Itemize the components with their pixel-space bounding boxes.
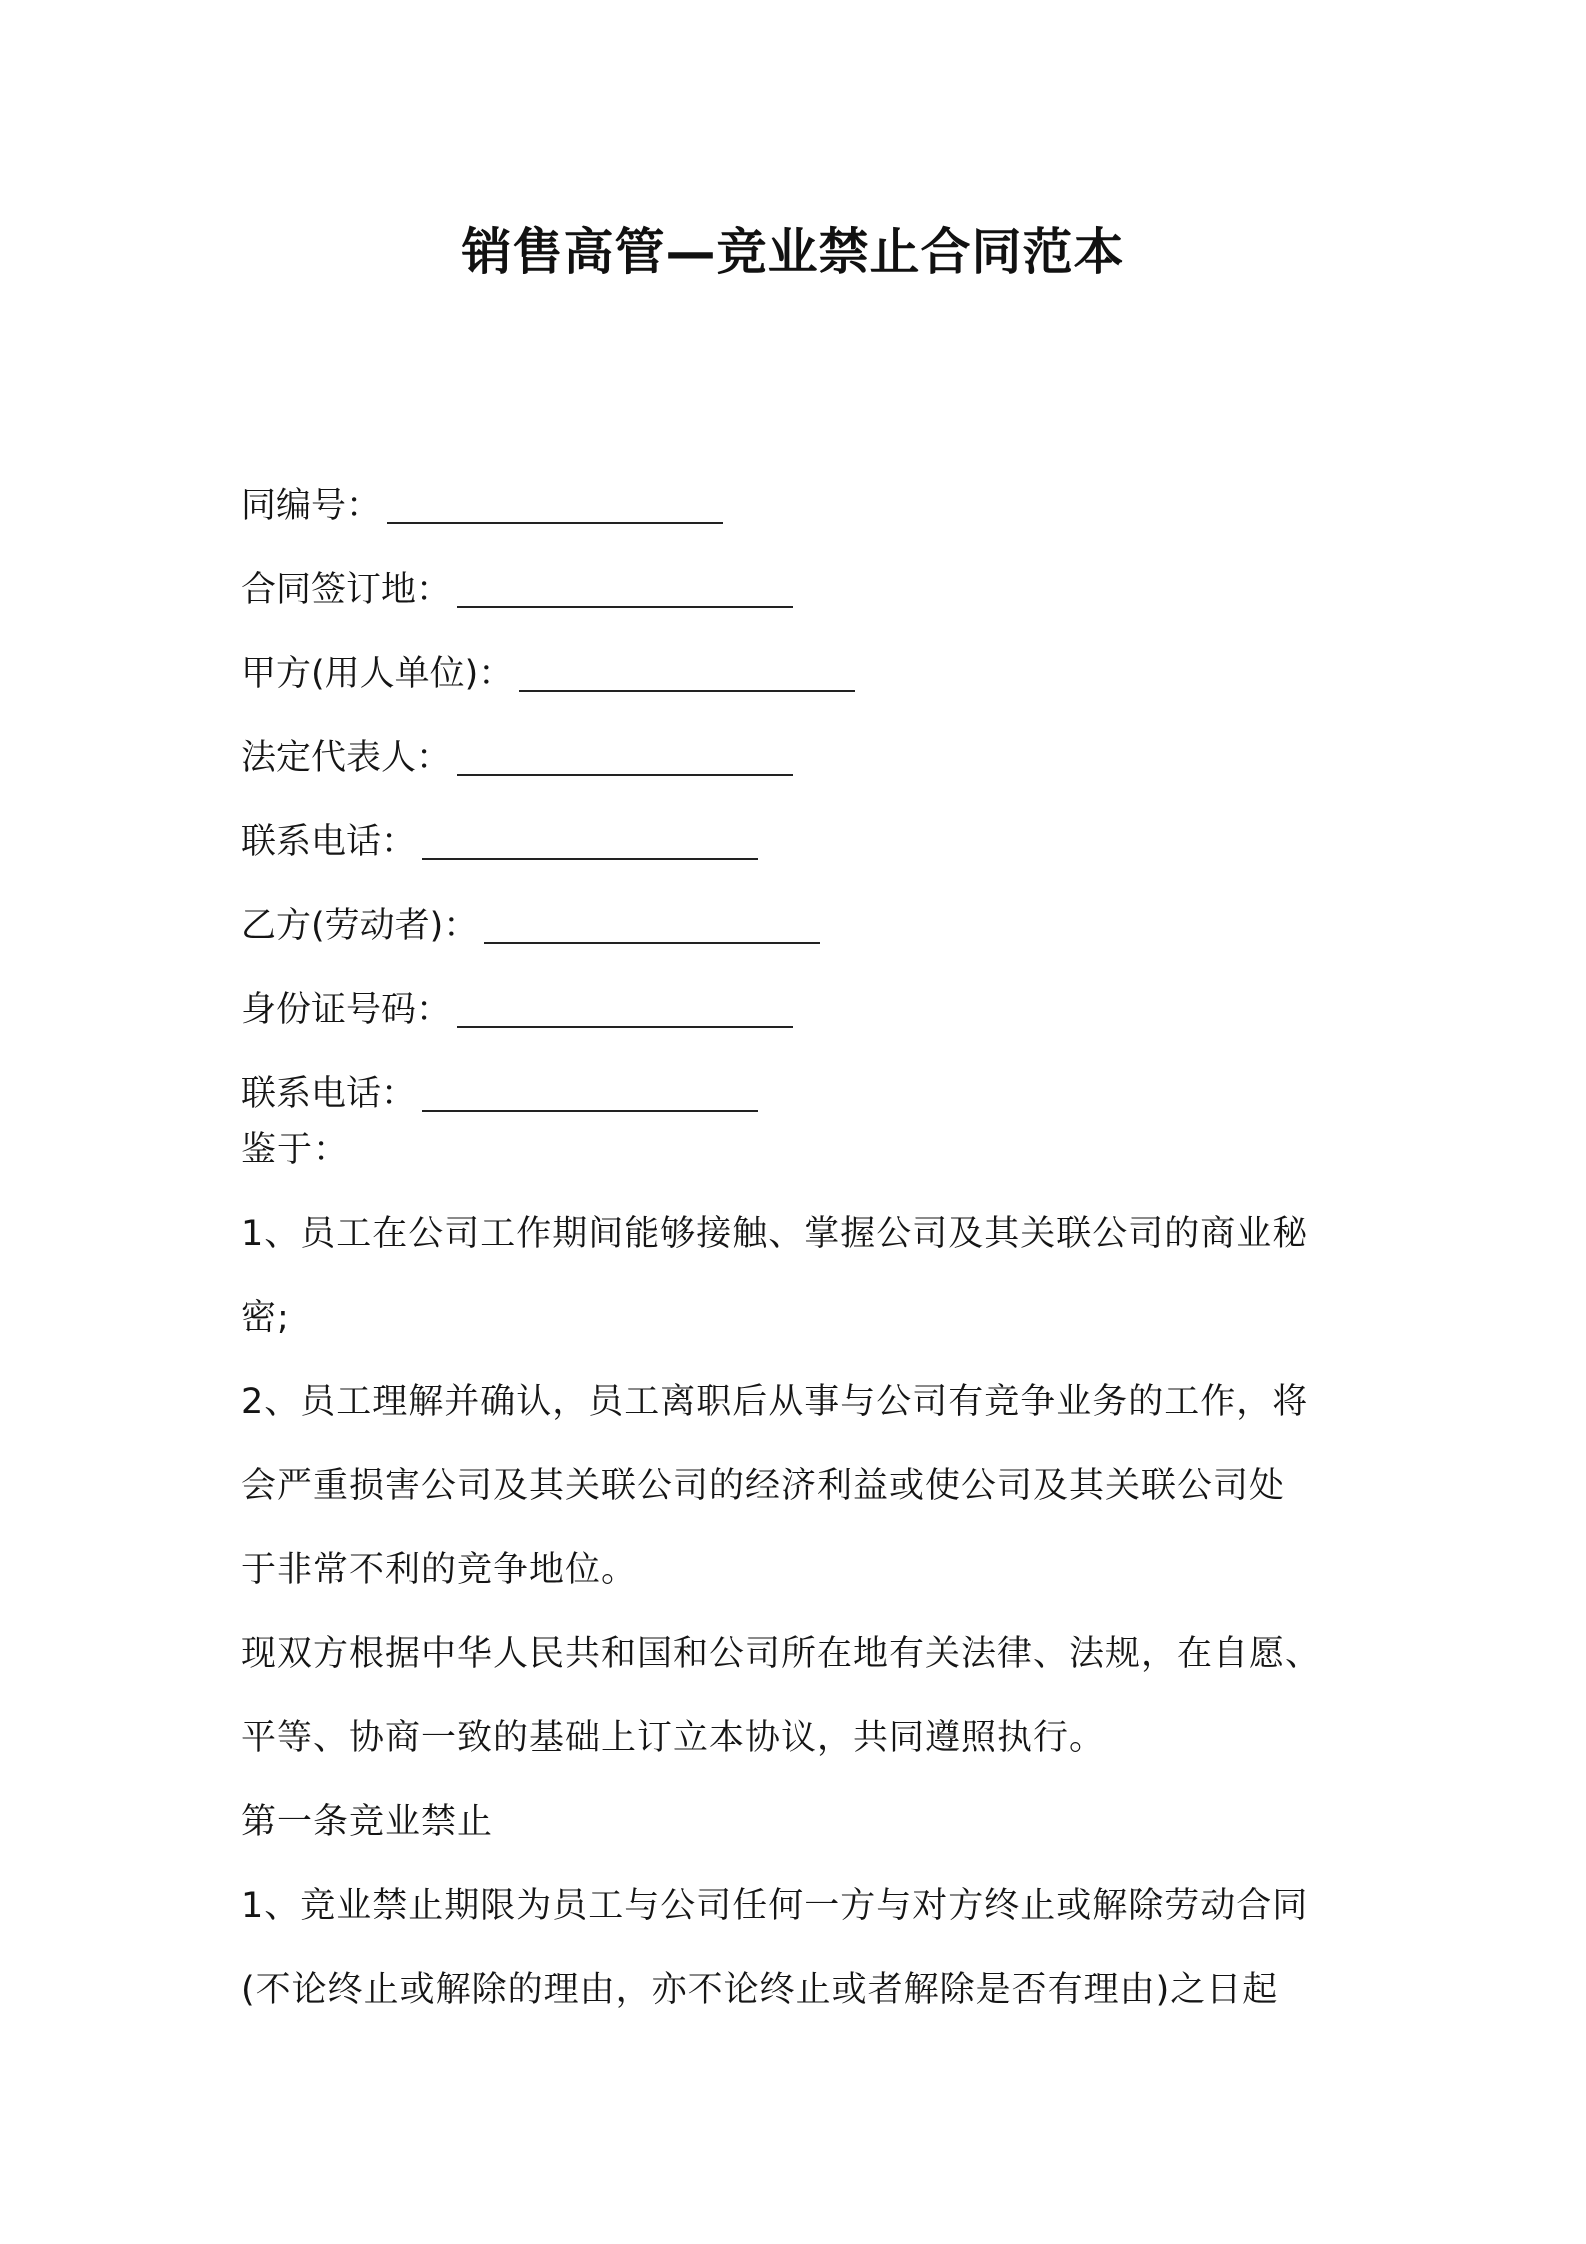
section-heading: 第一条竞业禁止 [241, 1802, 494, 1842]
field-label: 身份证号码： [241, 990, 452, 1030]
contract-fields [241, 618, 1361, 702]
field-legal-representative [241, 702, 1361, 786]
field-party-b [241, 870, 1361, 954]
contract-fields [241, 1038, 1361, 1122]
blank-underline [519, 660, 855, 692]
contract-fields [241, 534, 1361, 618]
text-line: 密; [241, 1298, 290, 1338]
contract-fields [241, 702, 1361, 786]
field-label: 联系电话： [241, 822, 417, 862]
blank-underline [457, 576, 793, 608]
text-line: 会严重损害公司及其关联公司的经济利益或使公司及其关联公司处 [241, 1466, 1286, 1506]
blank-underline [422, 1080, 758, 1112]
field-signing-place [241, 534, 1361, 618]
text-line: 鉴于： [241, 1130, 350, 1170]
contract-fields [241, 870, 1361, 954]
field-contract-number [241, 450, 1361, 534]
field-party-a [241, 618, 1361, 702]
blank-underline [457, 744, 793, 776]
text-line: 平等、协商一致的基础上订立本协议，共同遵照执行。 [241, 1718, 1106, 1758]
field-label: 联系电话： [241, 1074, 417, 1114]
document-title: 销售高管—竞业禁止合同范本 [461, 223, 1125, 281]
field-label: 合同签订地： [241, 570, 452, 610]
field-label: 乙方(劳动者)： [241, 906, 479, 946]
blank-underline [457, 996, 793, 1028]
blank-underline [422, 828, 758, 860]
field-label: 甲方(用人单位)： [241, 654, 514, 694]
text-line: 1、员工在公司工作期间能够接触、掌握公司及其关联公司的商业秘 [241, 1214, 1309, 1254]
contract-fields [241, 786, 1361, 870]
contract-fields [241, 954, 1361, 1038]
text-line: (不论终止或解除的理由，亦不论终止或者解除是否有理由)之日起 [241, 1970, 1279, 2010]
field-label: 法定代表人： [241, 738, 452, 778]
text-line: 现双方根据中华人民共和国和公司所在地有关法律、法规，在自愿、 [241, 1634, 1322, 1674]
text-line: 于非常不利的竞争地位。 [241, 1550, 638, 1590]
text-line: 1、竞业禁止期限为员工与公司任何一方与对方终止或解除劳动合同 [241, 1886, 1309, 1926]
field-phone-a [241, 786, 1361, 870]
text-line: 2、员工理解并确认，员工离职后从事与公司有竞争业务的工作，将 [241, 1382, 1309, 1422]
contract-fields [241, 450, 1361, 534]
field-id-number [241, 954, 1361, 1038]
field-phone-b [241, 1038, 1361, 1122]
blank-underline [484, 912, 820, 944]
field-label: 同编号： [241, 486, 382, 526]
blank-underline [387, 492, 723, 524]
